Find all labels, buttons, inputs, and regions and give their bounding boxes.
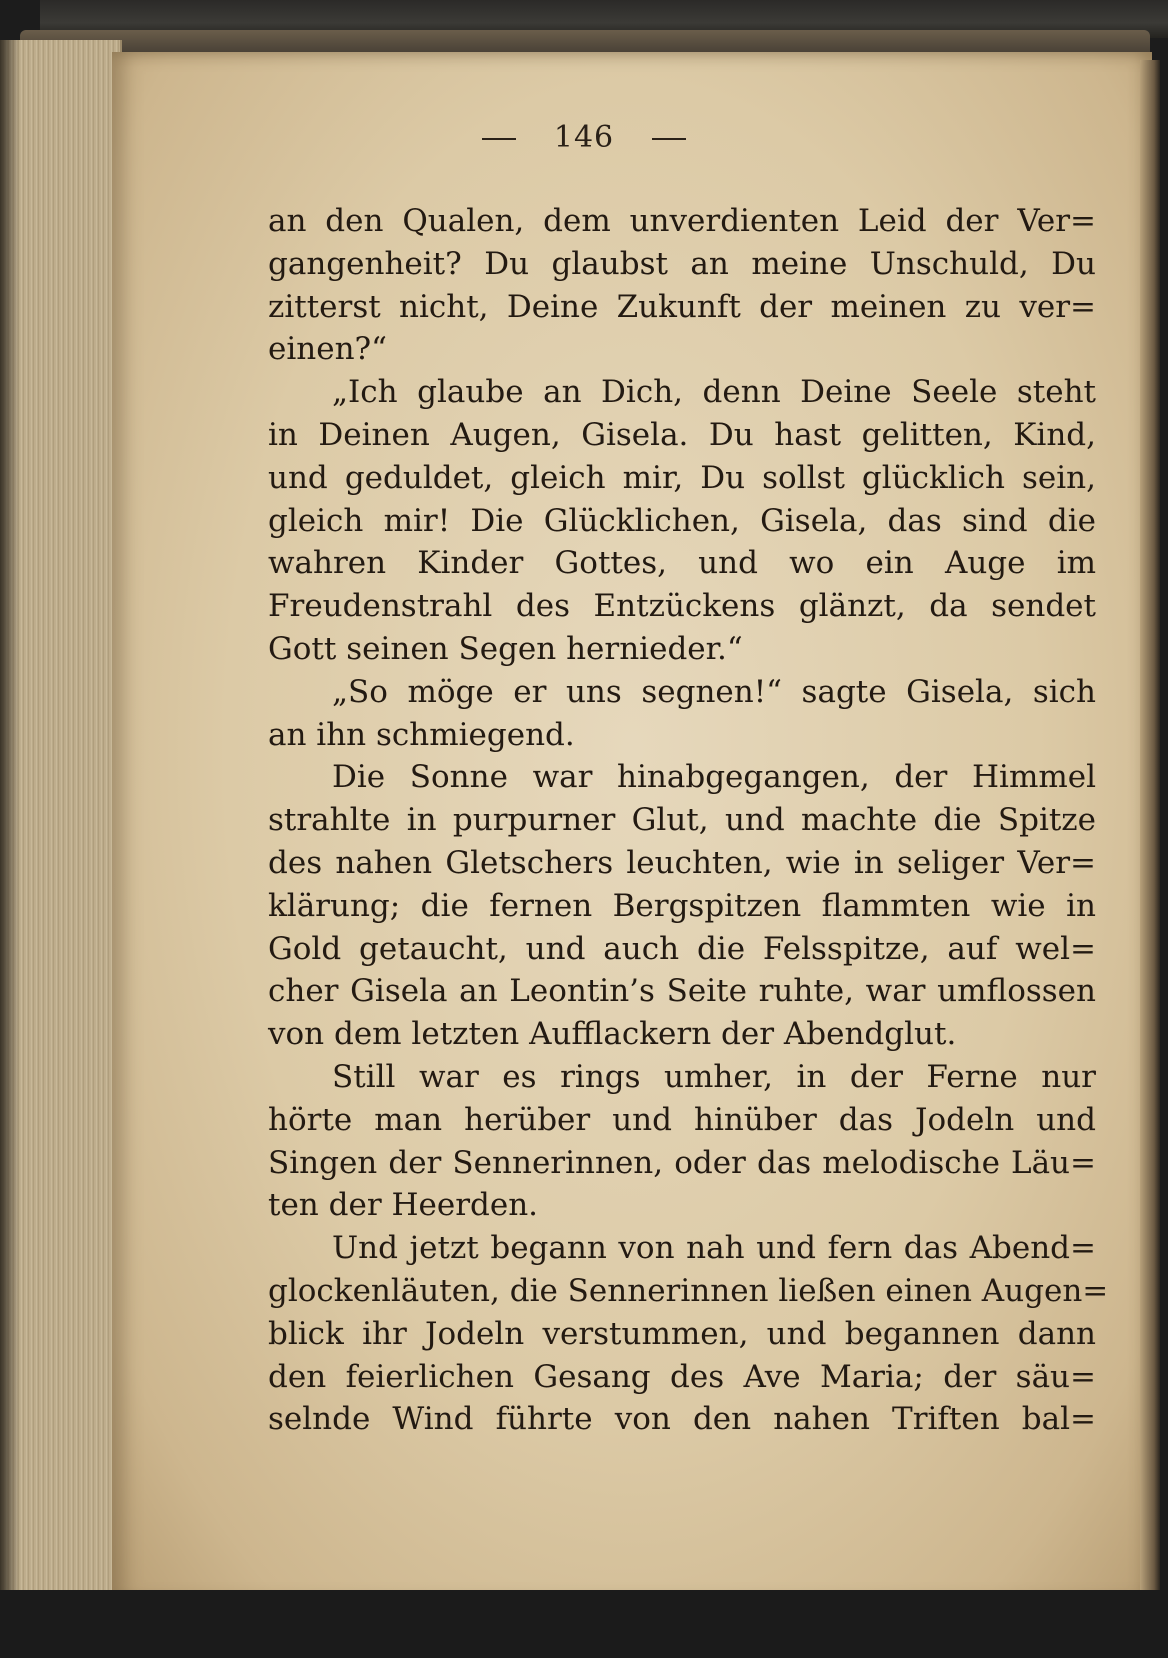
text-line: und geduldet, gleich mir, Du sollst glücklich sein, xyxy=(268,459,1096,496)
text-line: von dem letzten Aufflackern der Abendglut. xyxy=(268,1016,957,1053)
text-line: selnde Wind führte von den nahen Triften bal= xyxy=(268,1401,1096,1438)
text-line: an ihn schmiegend. xyxy=(268,716,575,753)
text-line: zitterst nicht, Deine Zukunft der meinen zu ver= xyxy=(268,288,1096,325)
text-line: ten der Heerden. xyxy=(268,1187,539,1224)
text-line: gleich mir! Die Glücklichen, Gisela, das sind die xyxy=(268,502,1096,539)
text-line: hörte man herüber und hinüber das Jodeln und xyxy=(268,1101,1096,1138)
text-line: Die Sonne war hinabgegangen, der Himmel xyxy=(332,759,1096,796)
text-line: strahlte in purpurner Glut, und machte die Spitze xyxy=(268,802,1096,839)
text-line: „Ich glaube an Dich, denn Deine Seele steht xyxy=(332,374,1096,411)
text-line: des nahen Gletschers leuchten, wie in seliger Ver= xyxy=(268,844,1096,881)
text-line: Gott seinen Segen hernieder.“ xyxy=(268,630,743,667)
text-line: Singen der Sennerinnen, oder das melodische Läu= xyxy=(268,1144,1096,1181)
text-line: Freudenstrahl des Entzückens glänzt, da sendet xyxy=(268,588,1096,625)
text-line: in Deinen Augen, Gisela. Du hast gelitten, Kind, xyxy=(268,416,1096,453)
header-dash-left xyxy=(482,138,516,140)
page-number: 146 xyxy=(553,120,615,155)
text-line: wahren Kinder Gottes, und wo ein Auge im xyxy=(268,545,1096,582)
page-header xyxy=(0,120,1168,155)
text-line: klärung; die fernen Bergspitzen flammten wie in xyxy=(268,887,1096,924)
text-line: „So möge er uns segnen!“ sagte Gisela, sich xyxy=(332,673,1096,710)
text-line: an den Qualen, dem unverdienten Leid der Ver= xyxy=(268,203,1096,239)
scan-bottom-border xyxy=(0,1590,1168,1658)
page-body-text xyxy=(268,200,1109,1441)
book-cover-edge xyxy=(20,30,1150,52)
header-dash-right xyxy=(652,138,686,140)
text-line: Gold getaucht, und auch die Felsspitze, auf wel= xyxy=(268,930,1096,967)
page-stack-shadow xyxy=(0,40,20,1600)
text-line: gangenheit? Du glaubst an meine Unschuld, Du xyxy=(268,245,1096,282)
text-line: den feierlichen Gesang des Ave Maria; der säu= xyxy=(268,1358,1096,1395)
text-line: Still war es rings umher, in der Ferne nur xyxy=(332,1058,1096,1095)
text-line: glockenläuten, die Sennerinnen ließen einen Augen= xyxy=(268,1272,1109,1309)
text-line: blick ihr Jodeln verstummen, und begannen dann xyxy=(268,1315,1096,1352)
page-gutter-right xyxy=(1140,60,1160,1600)
text-line: einen?“ xyxy=(268,331,388,368)
text-line: Und jetzt begann von nah und fern das Abend= xyxy=(332,1230,1096,1267)
text-line: cher Gisela an Leontin’s Seite ruhte, war umflossen xyxy=(268,973,1096,1010)
